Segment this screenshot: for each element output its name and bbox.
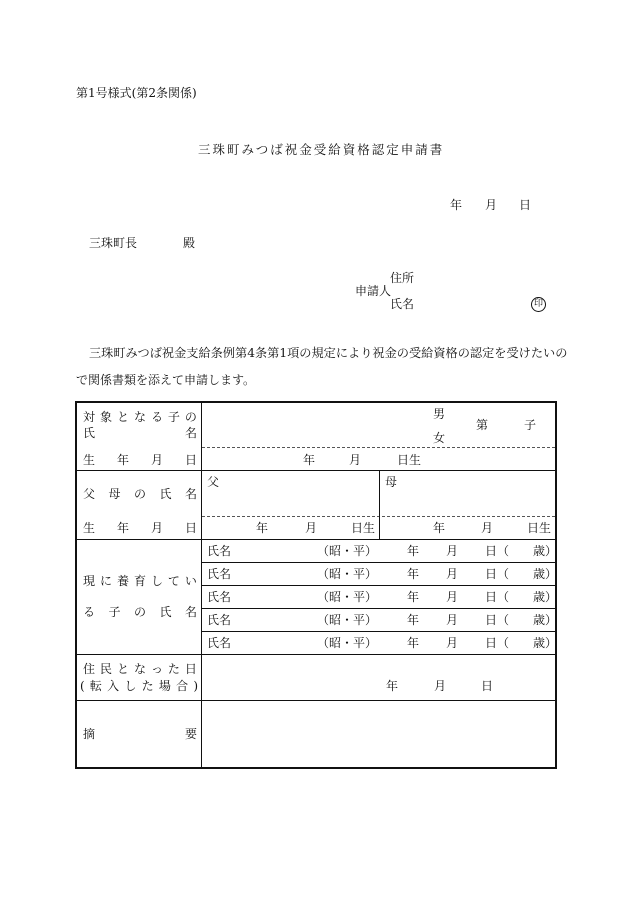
seal-mark: 印 — [531, 297, 546, 312]
residency-day[interactable]: 日 — [481, 679, 494, 693]
row-year-label: 年 — [407, 636, 420, 650]
birth-order-prefix: 第 — [476, 418, 489, 432]
body-text-line2: で関係書類を添えて申請します。 — [76, 373, 256, 387]
row-day-label: 日（ — [485, 544, 510, 558]
sex-male-option[interactable]: 男 — [433, 407, 446, 421]
row-name-label: 氏名 — [207, 590, 232, 604]
children-raised-label-line1: 現 に 養 育 し て い — [83, 574, 197, 588]
row-year-label: 年 — [407, 567, 420, 581]
father-birth-day[interactable]: 日生 — [351, 521, 376, 535]
parents-birth-label: 生 年 月 日 — [83, 521, 197, 535]
row-day-label: 日（ — [485, 613, 510, 627]
row-month-label: 月 — [446, 544, 459, 558]
remarks-label: 摘 要 — [83, 727, 197, 741]
row-year-label: 年 — [407, 590, 420, 604]
child-label-line1: 対 象 と な る 子 の — [83, 410, 197, 424]
row-era-label: （昭・平） — [317, 636, 378, 650]
row-era-label: （昭・平） — [317, 567, 378, 581]
addressee-honorific: 殿 — [183, 236, 196, 250]
birth-order-suffix: 子 — [524, 418, 537, 432]
residency-year[interactable]: 年 — [386, 679, 399, 693]
child-birth-year[interactable]: 年 — [303, 453, 316, 467]
row-year-label: 年 — [407, 613, 420, 627]
children-raised-label-line2: る 子 の 氏 名 — [83, 605, 197, 619]
residency-month[interactable]: 月 — [434, 679, 447, 693]
mother-birth-year[interactable]: 年 — [433, 521, 446, 535]
row-era-label: （昭・平） — [317, 544, 378, 558]
mother-birth-month[interactable]: 月 — [481, 521, 494, 535]
form-number: 第1号様式(第2条関係) — [76, 86, 197, 100]
row-day-label: 日（ — [485, 567, 510, 581]
body-text-line1: 三珠町みつば祝金支給条例第4条第1項の規定により祝金の受給資格の認定を受けたいの — [89, 346, 568, 360]
applicant-address-label: 住所 — [390, 271, 415, 285]
row-era-label: （昭・平） — [317, 613, 378, 627]
row-age-label: 歳） — [533, 567, 558, 581]
row-month-label: 月 — [446, 567, 459, 581]
date-year-label: 年 — [450, 198, 463, 212]
row-age-label: 歳） — [533, 544, 558, 558]
date-day-label: 日 — [519, 198, 532, 212]
page-title: 三珠町みつば祝金受給資格認定申請書 — [198, 142, 445, 157]
row-age-label: 歳） — [533, 636, 558, 650]
row-era-label: （昭・平） — [317, 590, 378, 604]
mother-name-field[interactable]: 母 — [385, 475, 398, 489]
row-age-label: 歳） — [533, 613, 558, 627]
residency-label-line2: ( 転 入 し た 場 合 ) — [80, 679, 198, 693]
row-day-label: 日（ — [485, 636, 510, 650]
father-birth-year[interactable]: 年 — [256, 521, 269, 535]
addressee-name: 三珠町長 — [89, 236, 138, 250]
child-birth-day[interactable]: 日生 — [397, 453, 422, 467]
row-day-label: 日（ — [485, 590, 510, 604]
mother-birth-day[interactable]: 日生 — [527, 521, 552, 535]
row-name-label: 氏名 — [207, 544, 232, 558]
row-month-label: 月 — [446, 636, 459, 650]
row-name-label: 氏名 — [207, 613, 232, 627]
father-name-field[interactable]: 父 — [207, 475, 220, 489]
child-birth-month[interactable]: 月 — [349, 453, 362, 467]
remarks-field[interactable] — [205, 704, 551, 764]
row-name-label: 氏名 — [207, 567, 232, 581]
applicant-name-label: 氏名 — [390, 297, 415, 311]
child-birth-label: 生 年 月 日 — [83, 453, 197, 467]
row-age-label: 歳） — [533, 590, 558, 604]
row-month-label: 月 — [446, 613, 459, 627]
child-name-field[interactable] — [205, 405, 425, 445]
row-month-label: 月 — [446, 590, 459, 604]
sex-female-option[interactable]: 女 — [433, 431, 446, 445]
child-label-line2: 氏 名 — [83, 426, 197, 440]
applicant-role-label: 申請人 — [355, 284, 392, 298]
father-birth-month[interactable]: 月 — [305, 521, 318, 535]
parents-name-label: 父 母 の 氏 名 — [83, 487, 197, 501]
date-month-label: 月 — [485, 198, 498, 212]
row-year-label: 年 — [407, 544, 420, 558]
residency-label-line1: 住 民 と な っ た 日 — [83, 662, 197, 676]
row-name-label: 氏名 — [207, 636, 232, 650]
